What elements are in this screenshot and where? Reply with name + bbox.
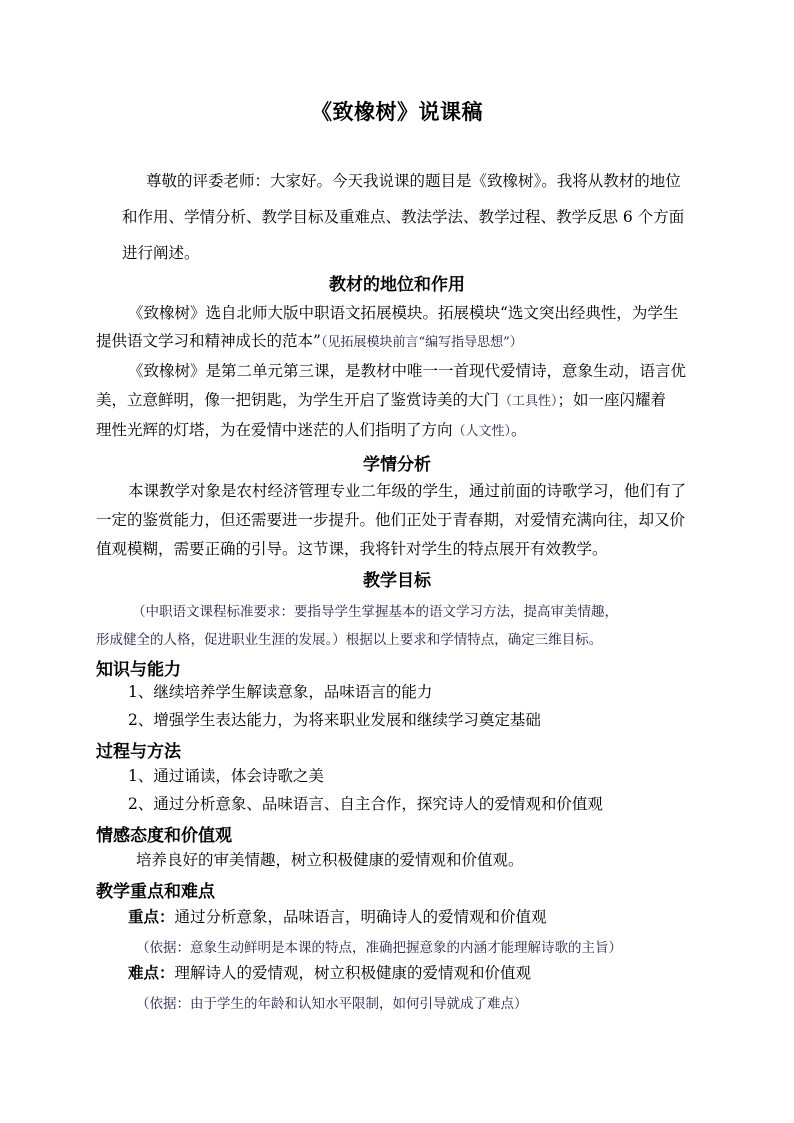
textbook-p2-text-d: 。 bbox=[511, 421, 527, 439]
section-heading-objectives: 教学目标 bbox=[363, 571, 431, 591]
textbook-p1-note: （见拓展模块前言“编写指导思想”） bbox=[320, 335, 523, 350]
subheading-key-difficult: 教学重点和难点 bbox=[96, 882, 215, 902]
intro-line-1: 尊敬的评委老师：大家好。今天我说课的题目是《致橡树》。我将从教材的地位 bbox=[146, 172, 681, 190]
emotion-item-1: 培养良好的审美情趣，树立积极健康的爱情观和价值观。 bbox=[136, 851, 524, 869]
process-item-1: 1、通过诵读，体会诗歌之美 bbox=[128, 767, 324, 785]
key-point-text: 通过分析意象，品味语言，明确诗人的爱情观和价值观 bbox=[174, 908, 547, 926]
textbook-p1-text: 提供语文学习和精神成长的范本” bbox=[96, 332, 321, 350]
textbook-p2-line-3 bbox=[96, 417, 527, 445]
subheading-process: 过程与方法 bbox=[96, 742, 181, 762]
key-point-label: 重点： bbox=[128, 907, 175, 926]
textbook-p2-line-2 bbox=[96, 387, 666, 415]
subheading-knowledge: 知识与能力 bbox=[96, 660, 181, 680]
textbook-p2-text-a: 美，立意鲜明，像一把钥匙，为学生开启了鉴赏诗美的大门 bbox=[96, 391, 500, 409]
textbook-p2-line-1: 《致橡树》是第二单元第三课，是教材中唯一一首现代爱情诗，意象生动，语言优 bbox=[128, 362, 687, 380]
student-analysis-line-1: 本课教学对象是农村经济管理专业二年级的学生，通过前面的诗歌学习，他们有了 bbox=[128, 482, 687, 500]
objectives-note-line-1: （中职语文课程标准要求：要指导学生掌握基本的语文学习方法，提高审美情趣， bbox=[132, 604, 618, 620]
key-point-line bbox=[128, 903, 547, 931]
student-analysis-line-2: 一定的鉴赏能力，但还需要进一步提升。他们正处于青春期，对爱情充满向往，却又价 bbox=[96, 511, 686, 529]
knowledge-item-1: 1、继续培养学生解读意象，品味语言的能力 bbox=[128, 683, 433, 701]
page-title: 《致橡树》说课稿 bbox=[311, 99, 483, 124]
intro-line-3: 进行阐述。 bbox=[122, 244, 200, 262]
student-analysis-line-3: 值观模糊，需要正确的引导。这节课，我将针对学生的特点展开有效教学。 bbox=[96, 540, 608, 558]
difficult-point-text: 理解诗人的爱情观，树立积极健康的爱情观和价值观 bbox=[174, 964, 532, 982]
key-point-note: （依据：意象生动鲜明是本课的特点，准确把握意象的内涵才能理解诗歌的主旨） bbox=[136, 940, 622, 956]
textbook-p2-text-c: 理性光辉的灯塔，为在爱情中迷茫的人们指明了方向 bbox=[96, 421, 453, 439]
subheading-emotion: 情感态度和价值观 bbox=[96, 826, 232, 846]
difficult-point-label: 难点： bbox=[128, 963, 175, 982]
textbook-p2-note-1: （工具性） bbox=[499, 394, 558, 409]
section-heading-student-analysis: 学情分析 bbox=[363, 455, 431, 475]
knowledge-item-2: 2、增强学生表达能力，为将来职业发展和继续学习奠定基础 bbox=[128, 711, 541, 729]
textbook-p1-line-2 bbox=[96, 328, 523, 356]
textbook-p1-line-1: 《致橡树》选自北师大版中职语文拓展模块。拓展模块“选文突出经典性，为学生 bbox=[128, 304, 679, 322]
textbook-p2-note-2: （人文性） bbox=[452, 424, 512, 439]
textbook-p2-text-b: ；如一座闪耀着 bbox=[557, 391, 667, 409]
difficult-point-line bbox=[128, 959, 531, 987]
process-item-2: 2、通过分析意象、品味语言、自主合作，探究诗人的爱情观和价值观 bbox=[128, 795, 603, 813]
objectives-note-line-2: 形成健全的人格，促进职业生涯的发展。）根据以上要求和学情特点，确定三维目标。 bbox=[96, 632, 603, 648]
intro-line-2: 和作用、学情分析、教学目标及重难点、教法学法、教学过程、教学反思 6 个方面 bbox=[122, 208, 685, 226]
difficult-point-note: （依据：由于学生的年龄和认知水平限制，如何引导就成了难点） bbox=[136, 996, 528, 1012]
section-heading-textbook: 教材的地位和作用 bbox=[329, 275, 465, 295]
